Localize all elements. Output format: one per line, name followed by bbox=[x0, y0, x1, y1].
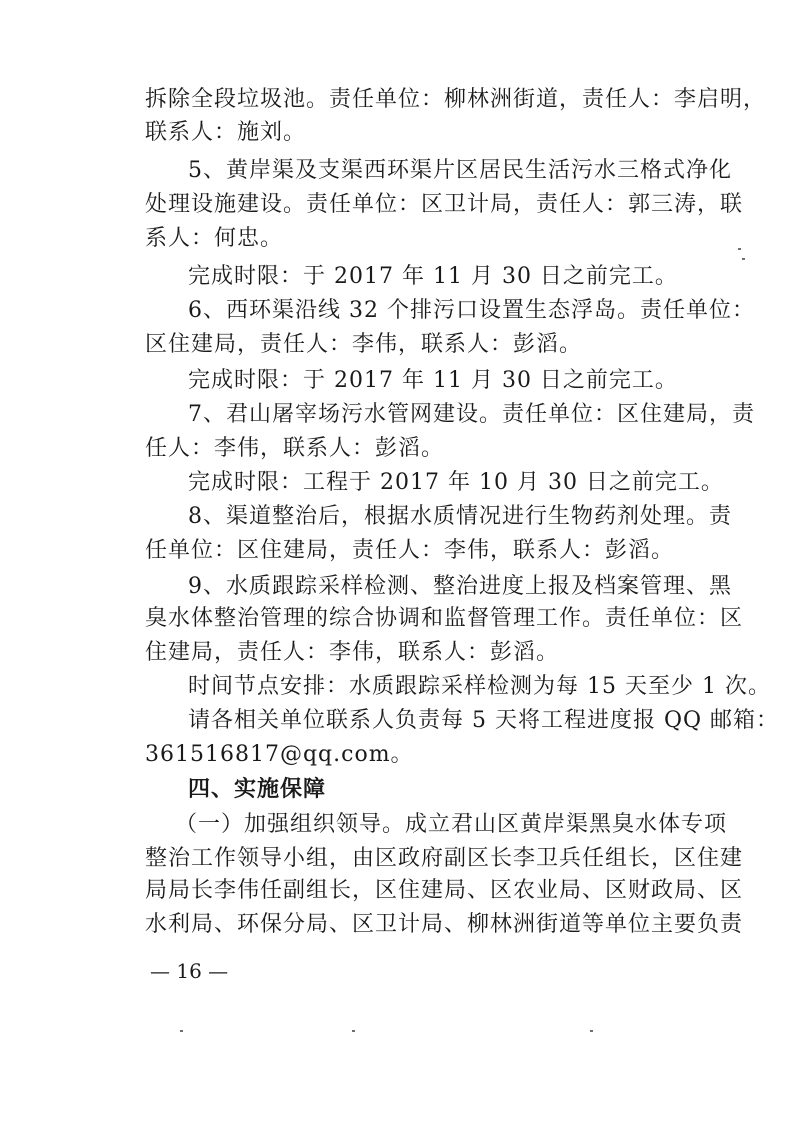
text-line: 局局长李伟任副组长，区住建局、区农业局、区财政局、区 bbox=[145, 878, 744, 903]
section-heading: 四、实施保障 bbox=[188, 776, 327, 802]
scan-speck bbox=[590, 1030, 593, 1032]
text-line: 臭水体整治管理的综合协调和监督管理工作。责任单位：区 bbox=[145, 606, 744, 631]
deadline-line: 完成时限：工程于 2017 年 10 月 30 日之前完工。 bbox=[188, 470, 724, 495]
schedule-line: 时间节点安排：水质跟踪采样检测为每 15 天至少 1 次。 bbox=[188, 674, 771, 699]
text-line: 6、西环渠沿线 32 个排污口设置生态浮岛。责任单位： bbox=[188, 298, 755, 323]
deadline-line: 完成时限：于 2017 年 11 月 30 日之前完工。 bbox=[188, 264, 678, 289]
text-line: 整治工作领导小组，由区政府副区长李卫兵任组长，区住建 bbox=[145, 846, 744, 871]
text-line: 5、黄岸渠及支渠西环渠片区居民生活污水三格式净化 bbox=[188, 158, 732, 183]
scan-speck bbox=[738, 248, 741, 250]
page-number: — 16 — bbox=[150, 959, 229, 983]
scan-speck bbox=[180, 1030, 183, 1032]
text-line: 区住建局，责任人：李伟，联系人：彭滔。 bbox=[145, 332, 583, 357]
text-line: （一）加强组织领导。成立君山区黄岸渠黑臭水体专项 bbox=[175, 812, 728, 837]
text-line: 请各相关单位联系人负责每 5 天将工程进度报 QQ 邮箱： bbox=[188, 708, 780, 733]
text-line: 联系人：施刘。 bbox=[145, 120, 307, 145]
text-line: 水利局、环保分局、区卫计局、柳林洲街道等单位主要负责 bbox=[145, 912, 744, 937]
text-line: 住建局，责任人：李伟，联系人：彭滔。 bbox=[145, 640, 560, 665]
scan-speck bbox=[352, 1030, 355, 1032]
text-line: 任人：李伟，联系人：彭滔。 bbox=[145, 436, 445, 461]
text-line: 任单位：区住建局，责任人：李伟，联系人：彭滔。 bbox=[145, 538, 675, 563]
email-line: 361516817@qq.com。 bbox=[145, 742, 414, 767]
text-line: 系人：何忠。 bbox=[145, 226, 284, 251]
text-line: 8、渠道整治后，根据水质情况进行生物药剂处理。责 bbox=[188, 504, 732, 529]
text-line: 拆除全段垃圾池。责任单位：柳林洲街道，责任人：李启明， bbox=[145, 87, 767, 112]
scan-speck bbox=[742, 258, 745, 260]
deadline-line: 完成时限：于 2017 年 11 月 30 日之前完工。 bbox=[188, 368, 678, 393]
text-line: 7、君山屠宰场污水管网建设。责任单位：区住建局，责 bbox=[188, 402, 755, 427]
text-line: 9、水质跟踪采样检测、整治进度上报及档案管理、黑 bbox=[188, 574, 732, 599]
text-line: 处理设施建设。责任单位：区卫计局，责任人：郭三涛，联 bbox=[145, 192, 744, 217]
